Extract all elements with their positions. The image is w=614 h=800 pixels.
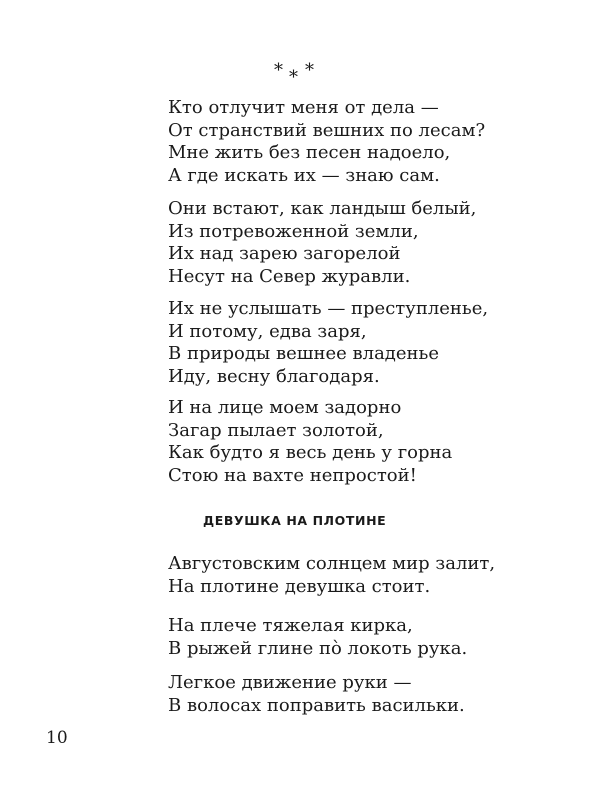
poem-line: Из потревоженной земли,	[168, 220, 419, 242]
poem-line: И на лице моем задорно	[168, 397, 402, 418]
poem-line: Иду, весну благодаря.	[168, 366, 380, 388]
page-number: 10	[46, 728, 68, 748]
poem-line: Августовским солнцем мир залит,	[168, 553, 496, 574]
poem1-stanza-4	[168, 397, 452, 488]
poem2-stanza-2	[168, 615, 467, 660]
poem-line: Как будто я весь день у горна	[168, 442, 453, 464]
poem-line: Их над зарею загорелой	[168, 243, 401, 265]
poem2-title: ДЕВУШКА НА ПЛОТИНЕ	[203, 513, 387, 528]
poem1-stanza-1	[168, 97, 485, 188]
poem-line: Их не услышать — преступленье,	[168, 298, 489, 319]
poem-line: На плече тяжелая кирка,	[168, 615, 413, 636]
poem-line: В рыжей глине по̀ локоть рука.	[168, 637, 468, 659]
poem-line: От странствий вешних по лесам?	[168, 119, 486, 141]
poem1-stanza-2	[168, 198, 476, 289]
poem-line: Стою на вахте непростой!	[168, 465, 417, 487]
poem-line: Легкое движение руки —	[168, 672, 412, 693]
poem2-stanza-3	[168, 672, 465, 717]
poem-line: А где искать их — знаю сам.	[168, 165, 440, 187]
asterism-star: *	[274, 60, 283, 81]
poem2-stanza-1	[168, 553, 495, 598]
poem-line: Несут на Север журавли.	[168, 266, 411, 288]
poem-line: Кто отлучит меня от дела —	[168, 97, 439, 118]
poem-line: Они встают, как ландыш белый,	[168, 198, 477, 219]
poem-line: Загар пылает золотой,	[168, 419, 384, 441]
poem-line: На плотине девушка стоит.	[168, 575, 431, 597]
asterism-star: *	[305, 60, 314, 81]
poem-line: В волосах поправить васильки.	[168, 694, 465, 716]
poem-line: Мне жить без песен надоело,	[168, 142, 451, 164]
asterism-star: *	[289, 67, 298, 88]
asterism-ornament	[274, 60, 324, 88]
poem-line: В природы вешнее владенье	[168, 343, 439, 365]
poem-line: И потому, едва заря,	[168, 320, 367, 342]
poem1-stanza-3	[168, 298, 488, 389]
